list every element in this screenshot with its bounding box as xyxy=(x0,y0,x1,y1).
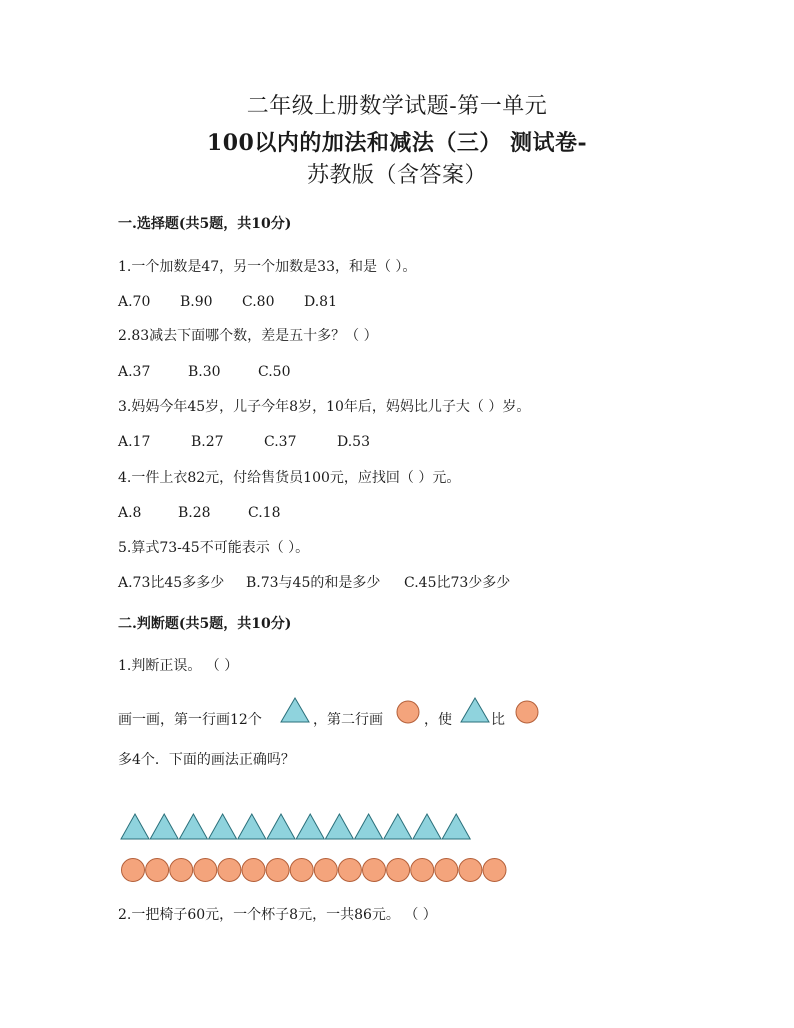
circle-icon xyxy=(266,859,289,882)
question-5: 5.算式73-45不可能表示（ ）。 xyxy=(118,540,310,556)
circle-row xyxy=(120,857,520,883)
option-b: B.28 xyxy=(178,505,211,521)
title-line-1: 二年级上册数学试题-第一单元 xyxy=(246,94,548,119)
option-d: D.53 xyxy=(337,434,370,450)
triangle-icon xyxy=(267,814,295,839)
option-a: A.70 xyxy=(118,294,151,310)
circle-icon xyxy=(218,859,241,882)
circle-icon xyxy=(338,859,361,882)
circle-icon xyxy=(459,859,482,882)
circle-icon xyxy=(387,859,410,882)
option-a: A.8 xyxy=(118,505,142,521)
circle-icon xyxy=(515,700,539,724)
title-line-2: 100以内的加法和减法（三） 测试卷- xyxy=(206,130,588,156)
option-a: A.37 xyxy=(118,364,151,380)
question-1-options xyxy=(118,292,337,312)
draw-text-2: ，第二行画 xyxy=(313,712,383,728)
triangle-icon xyxy=(296,814,324,839)
triangle-icon xyxy=(442,814,470,839)
question-4-options xyxy=(118,503,280,523)
triangle-icon xyxy=(150,814,178,839)
question-2-options xyxy=(118,362,290,382)
option-b: B.27 xyxy=(191,434,224,450)
triangle-icon xyxy=(355,814,383,839)
option-c: C.18 xyxy=(248,505,281,521)
option-c: C.50 xyxy=(258,364,291,380)
circle-icon xyxy=(396,700,420,724)
circle-icon xyxy=(435,859,458,882)
section-1-heading: 一.选择题(共5题，共10分) xyxy=(118,216,292,232)
triangle-icon xyxy=(121,814,149,839)
circle-icon xyxy=(146,859,169,882)
option-c: C.37 xyxy=(264,434,297,450)
option-b: B.90 xyxy=(180,294,213,310)
draw-text-1: 画一画，第一行画12个 xyxy=(118,712,262,728)
judge-question-1: 1.判断正误。 （ ） xyxy=(118,658,239,674)
judge-question-2: 2.一把椅子60元，一个杯子8元，一共86元。 （ ） xyxy=(118,907,437,923)
circle-icon xyxy=(483,859,506,882)
triangle-row xyxy=(120,813,480,841)
option-d: D.81 xyxy=(304,294,337,310)
title-line-3: 苏教版（含答案） xyxy=(306,163,487,188)
option-c: C.45比73少多少 xyxy=(404,575,511,591)
circle-icon xyxy=(242,859,265,882)
option-a: A.17 xyxy=(118,434,151,450)
triangle-icon xyxy=(280,697,310,723)
circle-icon xyxy=(411,859,434,882)
triangle-icon xyxy=(413,814,441,839)
question-5-options xyxy=(118,573,510,593)
question-1: 1.一个加数是47，另一个加数是33，和是（ ）。 xyxy=(118,259,417,275)
circle-icon xyxy=(290,859,313,882)
triangle-icon xyxy=(238,814,266,839)
draw-text-line-2: 多4个．下面的画法正确吗？ xyxy=(118,752,295,768)
section-2-heading: 二.判断题(共5题，共10分) xyxy=(118,616,292,632)
circle-icon xyxy=(170,859,193,882)
question-3-options xyxy=(118,432,370,452)
circle-icon xyxy=(122,859,145,882)
triangle-icon xyxy=(209,814,237,839)
circle-icon xyxy=(363,859,386,882)
option-a: A.73比45多多少 xyxy=(118,575,225,591)
draw-text-3: ，使 xyxy=(424,712,452,728)
option-b: B.73与45的和是多少 xyxy=(246,575,381,591)
question-4: 4.一件上衣82元，付给售货员100元，应找回（ ）元。 xyxy=(118,470,461,486)
option-c: C.80 xyxy=(242,294,275,310)
question-2: 2.83减去下面哪个数，差是五十多？（ ） xyxy=(118,328,378,344)
circle-icon xyxy=(194,859,217,882)
option-b: B.30 xyxy=(188,364,221,380)
question-3: 3.妈妈今年45岁，儿子今年8岁，10年后，妈妈比儿子大（ ）岁。 xyxy=(118,399,531,415)
draw-text-4: 比 xyxy=(491,712,505,728)
triangle-icon xyxy=(325,814,353,839)
triangle-icon xyxy=(179,814,207,839)
triangle-icon xyxy=(460,697,490,723)
circle-icon xyxy=(314,859,337,882)
triangle-icon xyxy=(384,814,412,839)
